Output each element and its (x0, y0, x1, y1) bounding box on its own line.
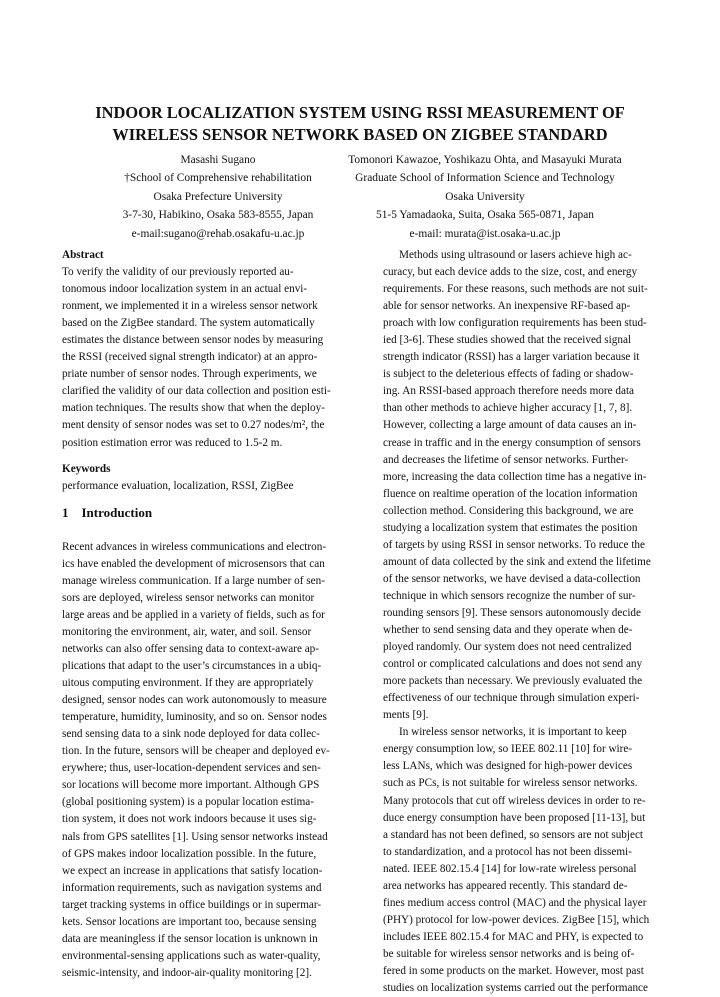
text-line: we expect an increase in applications that satisfy location- (62, 864, 323, 877)
text-line: To verify the validity of our previously reported au- (62, 266, 294, 279)
text-line: Methods using ultrasound or lasers achieve high ac- (399, 249, 632, 261)
text-line: less LANs, which was designed for high-power devices (383, 760, 633, 773)
text-line: requirements. For these reasons, such methods are not suit- (383, 283, 648, 296)
section-number: 1 (62, 504, 69, 520)
text-line: collection method. Considering this background, we are (383, 504, 634, 517)
text-line: tion. In the future, sensors will be cheaper and deployed ev- (62, 745, 330, 758)
text-line: In wireless sensor networks, it is important to keep (399, 726, 627, 739)
abstract-body (62, 264, 339, 452)
text-line: Many protocols that cut off wireless devices in order to re- (383, 794, 646, 807)
text-line: rounding sensors [9]. These sensors autonomously decide (383, 606, 641, 619)
title-line: WIRELESS SENSOR NETWORK BASED ON ZIGBEE STANDARD (112, 125, 608, 144)
author-address: 3-7-30, Habikino, Osaka 583-8555, Japan (122, 209, 314, 222)
text-line: curacy, but each device adds to the size, cost, and energy (383, 266, 638, 279)
text-line: sors are deployed, wireless sensor networks can monitor (62, 591, 315, 604)
text-line: priate number of sensor nodes. Through experiments, we (62, 368, 317, 381)
author-institution: Osaka University (445, 190, 525, 203)
text-line: designed, sensor nodes can work autonomously to measure (62, 694, 327, 707)
section-title: Introduction (81, 504, 153, 520)
text-line: based on the ZigBee standard. The system automatically (62, 317, 315, 330)
text-line: than other methods to achieve higher accuracy [1, 7, 8]. (383, 402, 633, 415)
text-line: ment density of sensor nodes was set to 0.27 nodes/m², the (62, 419, 325, 432)
text-line: amount of data collected by the sink and extend the lifetime (383, 555, 651, 568)
text-line: more packets than necessary. We previously evaluated the (383, 675, 643, 688)
text-line: monitoring the environment, air, water, and soil. Sensor (62, 625, 312, 638)
text-line: ics have enabled the development of microsensors that can (62, 557, 325, 570)
text-line: plications that adapt to the user’s circumstances in a ubiq- (62, 660, 322, 673)
author-block-osaka-university (318, 151, 652, 243)
text-line: tion system, it does not work indoors because it uses sig- (62, 813, 317, 826)
text-line: effectiveness of our technique through simulation experi- (383, 692, 640, 705)
text-line: a standard has not been defined, so sensors are not subject (383, 828, 644, 841)
section-heading-introduction (62, 504, 339, 521)
paragraph-energy (383, 724, 660, 997)
text-line: of targets by using RSSI in sensor networks. To reduce the (383, 538, 645, 551)
text-line: (global positioning system) is a popular location estima- (62, 796, 314, 809)
text-line: control or complicated calculations and does not send any (383, 658, 643, 671)
text-line: crease in traffic and in the energy consumption of sensors (383, 436, 641, 449)
text-line: data are meaningless if the sensor location is unknown in (62, 932, 318, 945)
keywords-heading: Keywords (62, 462, 111, 475)
text-line: send sensing data to a sink node deployed for data collec- (62, 728, 320, 741)
text-line: the RSSI (received signal strength indicator) at an appro- (62, 351, 318, 364)
text-line: position estimation error was reduced to 1.5-2 m. (62, 436, 283, 449)
paragraph-methods (383, 247, 660, 724)
text-line: includes IEEE 802.15.4 for MAC and PHY, is expected to (383, 930, 644, 943)
text-line: duce energy consumption have been proposed [11-13], but (383, 811, 646, 824)
text-line: such as PCs, is not suitable for wireless sensor networks. (383, 777, 638, 790)
text-line: nals from GPS satellites [1]. Using sensor networks instead (62, 830, 328, 843)
author-address: 51-5 Yamadaoka, Suita, Osaka 565-0871, Japan (376, 209, 594, 222)
text-line: strength indicator (RSSI) has a larger variation because it (383, 351, 640, 364)
text-line: ing. An RSSI-based approach therefore needs more data (383, 385, 635, 398)
text-line: and decreases the lifetime of sensor networks. Further- (383, 453, 629, 466)
author-email: e-mail:sugano@rehab.osakafu-u.ac.jp (131, 227, 305, 240)
left-column (62, 247, 339, 982)
author-names: Tomonori Kawazoe, Yoshikazu Ohta, and Masayuki Murata (348, 154, 622, 166)
text-line: be suitable for wireless sensor networks and is being of- (383, 947, 635, 960)
author-affiliation: †School of Comprehensive rehabilitation (124, 172, 312, 185)
text-line: of the sensor networks, we have devised a data-collection (383, 572, 641, 585)
text-line: to standardization, and a protocol has not been dissemi- (383, 845, 632, 858)
text-line: (PHY) protocol for low-power devices. ZigBee [15], which (383, 913, 650, 926)
text-line: energy consumption low, so IEEE 802.11 [10] for wire- (383, 743, 633, 756)
text-line: However, collecting a large amount of data causes an in- (383, 419, 637, 432)
author-email: e-mail: murata@ist.osaka-u.ac.jp (409, 227, 561, 240)
text-line: able for sensor networks. An inexpensive RF-based ap- (383, 300, 631, 313)
text-line: studying a localization system that estimates the position (383, 521, 638, 534)
text-line: environmental-sensing applications such as water-quality, (62, 949, 321, 962)
text-line: information requirements, such as navigation systems and (62, 881, 322, 894)
text-line: tonomous indoor localization system in an actual envi- (62, 283, 308, 296)
text-line: studies on localization systems carried out the performance (383, 982, 648, 995)
text-line: area networks has appeared recently. This standard de- (383, 879, 628, 892)
text-line: ployed randomly. Our system does not need centralized (383, 641, 632, 654)
text-line: fered in some products on the market. However, most past (383, 964, 644, 977)
text-line: fluence on realtime operation of the location information (383, 487, 638, 500)
abstract-heading: Abstract (62, 249, 104, 261)
text-line: mation techniques. The results show that when the deploy- (62, 402, 325, 415)
text-line: ments [9]. (383, 709, 429, 722)
text-line: is subject to the deleterious effects of fading or shadow- (383, 368, 634, 381)
text-line: seismic-intensity, and indoor-air-quality monitoring [2]. (62, 966, 312, 979)
title-line: INDOOR LOCALIZATION SYSTEM USING RSSI MEASUREMENT OF (95, 103, 625, 122)
text-line: technique in which sensors recognize the number of sur- (383, 589, 636, 602)
text-line: of GPS makes indoor localization possible. In the future, (62, 847, 317, 860)
text-line: ied [3-6]. These studies showed that the received signal (383, 334, 632, 347)
text-line: proach with low configuration requirements has been stud- (383, 317, 647, 330)
author-name: Masashi Sugano (180, 154, 256, 166)
right-column (383, 247, 660, 997)
text-line: nated. IEEE 802.15.4 [14] for low-rate wireless personal (383, 862, 637, 875)
author-affiliation: Graduate School of Information Science and Technology (355, 172, 615, 185)
text-line: clarified the validity of our data collection and position esti- (62, 385, 331, 398)
text-line: more, increasing the data collection time has a negative in- (383, 470, 647, 483)
text-line: manage wireless communication. If a large number of sen- (62, 574, 325, 587)
text-line: estimates the distance between sensor nodes by measuring (62, 334, 324, 347)
text-line: ronment, we implemented it in a wireless sensor network (62, 300, 318, 313)
paper-title (60, 102, 660, 146)
text-line: whether to send sensing data and they operate when de- (383, 624, 633, 637)
text-line: temperature, humidity, luminosity, and so on. Sensor nodes (62, 711, 327, 724)
text-line: fines medium access control (MAC) and the physical layer (383, 896, 647, 909)
text-line: Recent advances in wireless communications and electron- (62, 540, 327, 553)
text-line: large areas and be applied in a variety of fields, such as for (62, 608, 325, 621)
introduction-body (62, 539, 339, 982)
keywords-text: performance evaluation, localization, RSSI, ZigBee (62, 479, 294, 492)
text-line: target tracking systems in office buildings or in supermar- (62, 898, 322, 911)
text-line: kets. Sensor locations are important too, because sensing (62, 915, 317, 928)
text-line: erywhere; thus, user-location-dependent services and sen- (62, 762, 321, 775)
text-line: networks can also offer sensing data to context-aware ap- (62, 642, 320, 655)
text-line: uitous computing environment. If they are appropriately (62, 677, 314, 690)
author-block-osaka-prefecture (96, 151, 340, 243)
author-institution: Osaka Prefecture University (153, 190, 283, 203)
text-line: sor locations will become more important. Although GPS (62, 779, 320, 792)
